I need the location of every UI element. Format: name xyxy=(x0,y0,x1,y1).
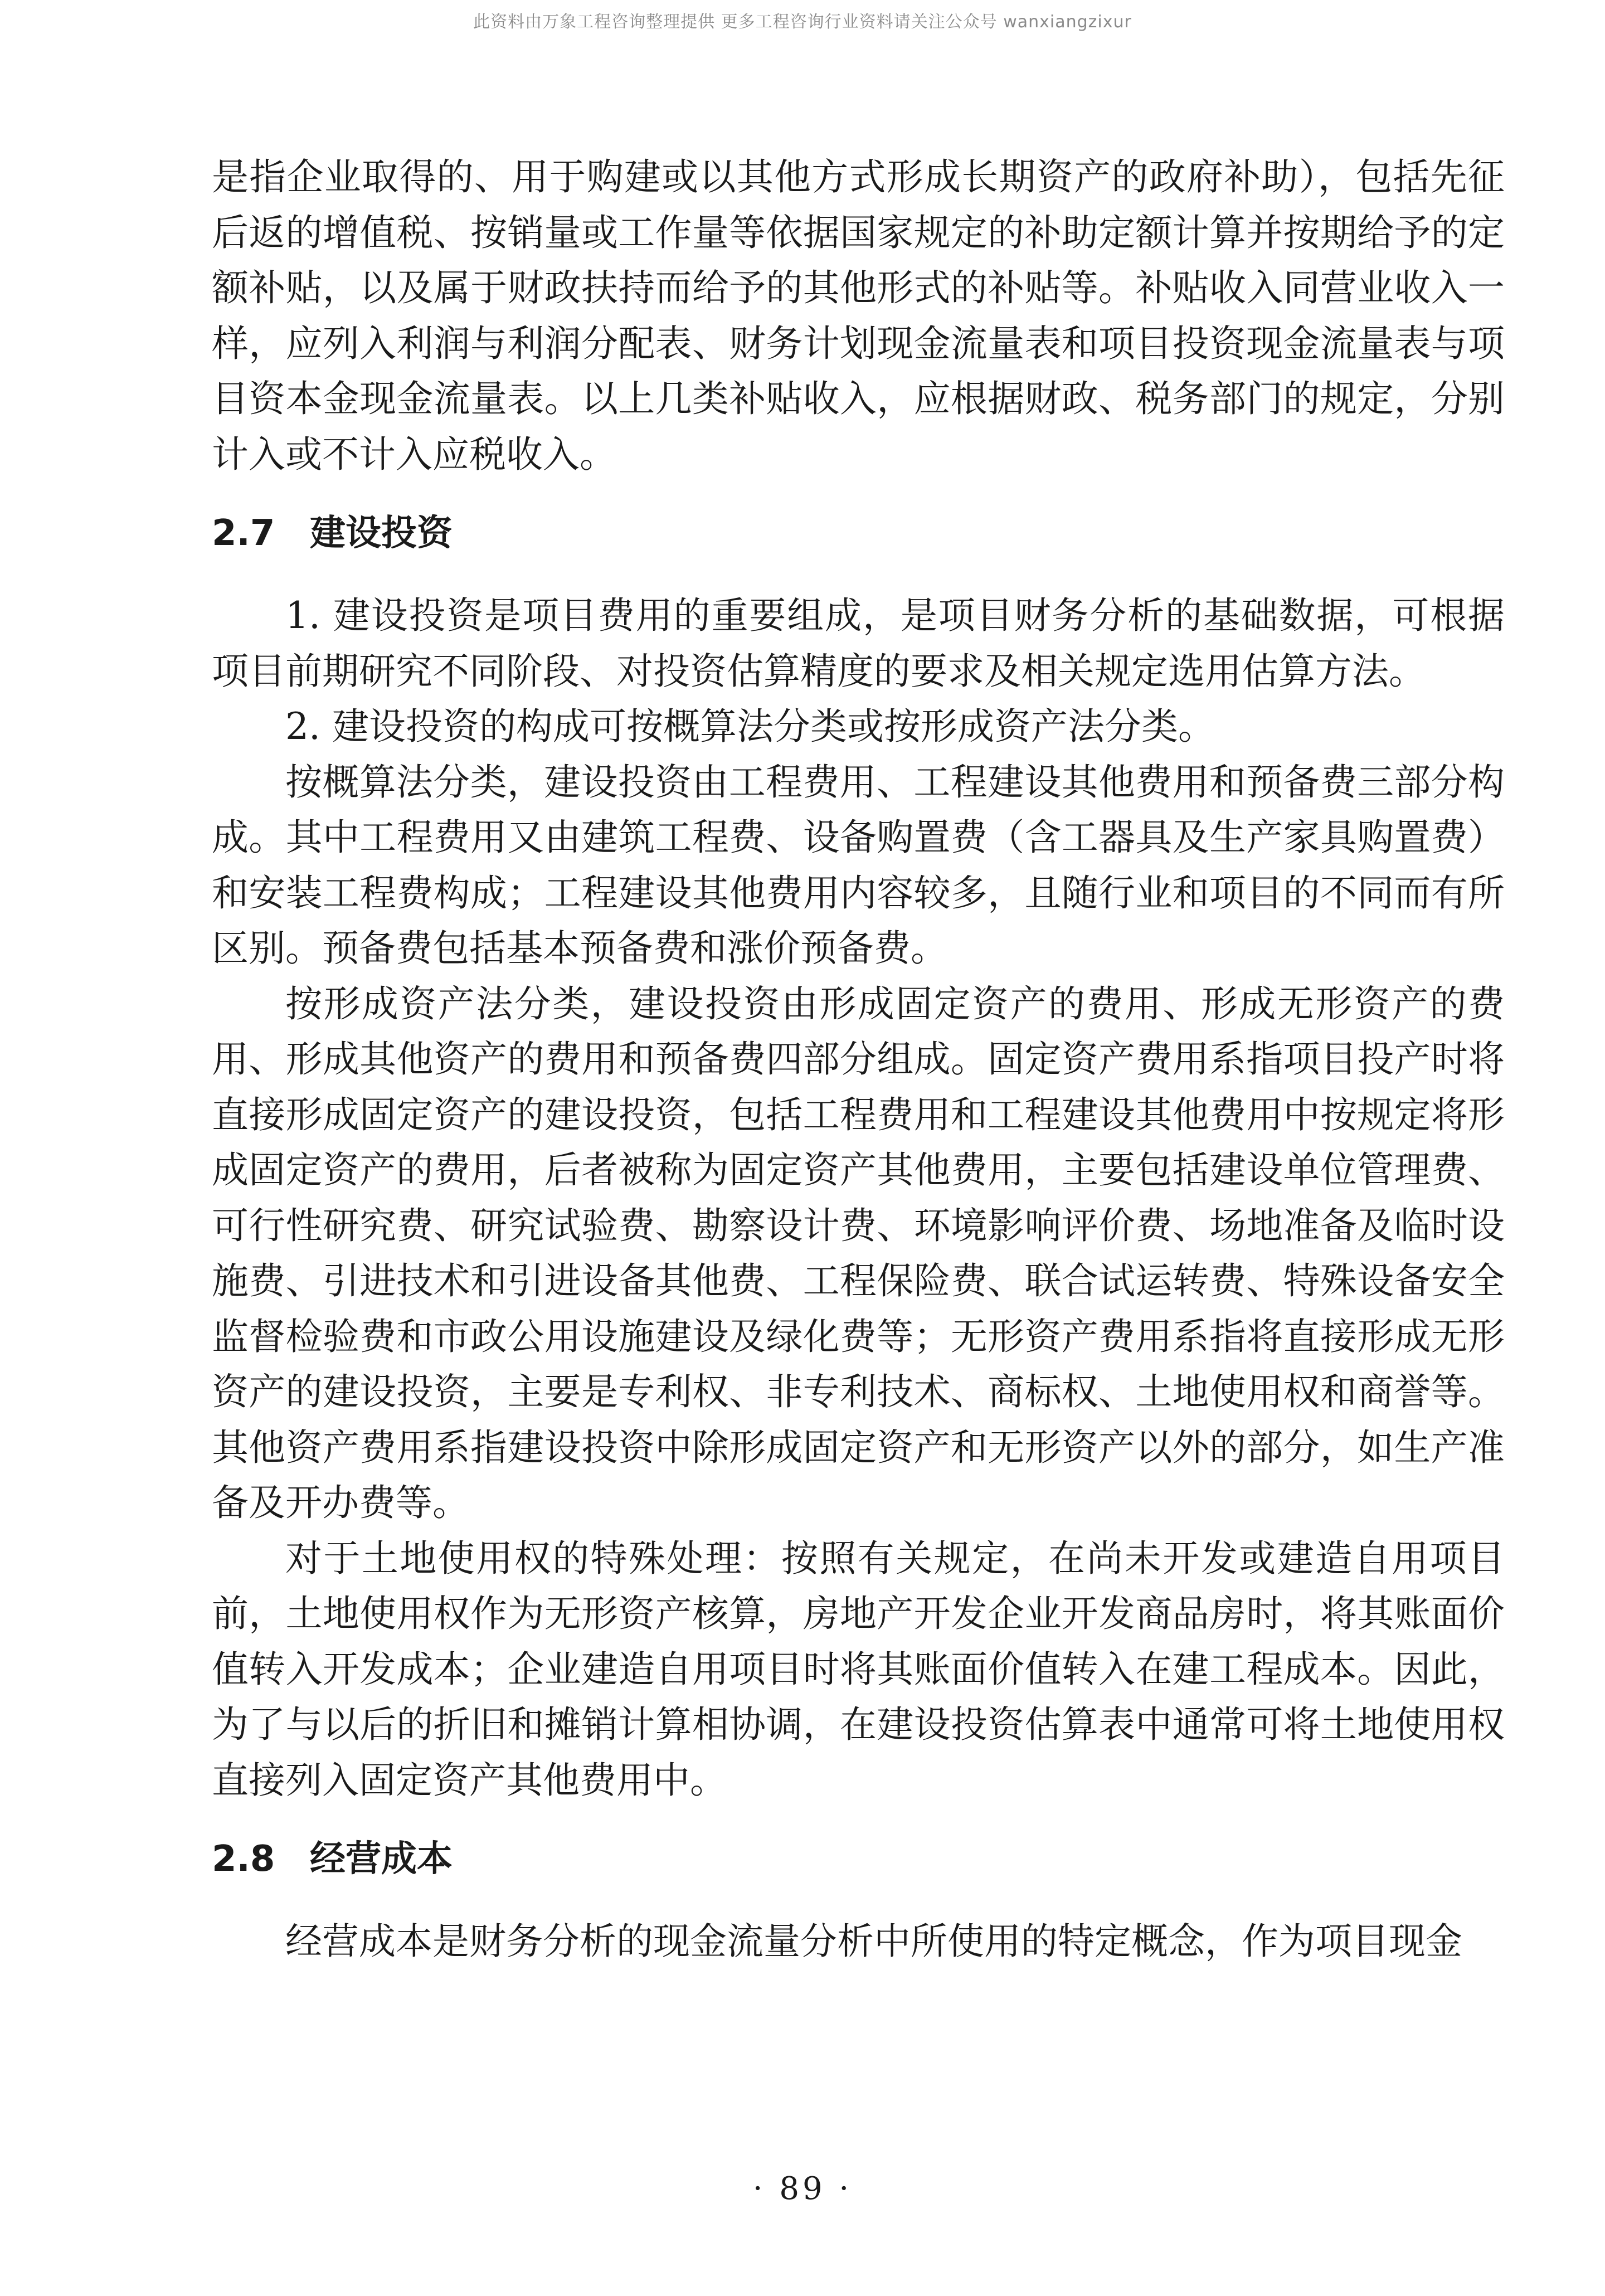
paragraph-land-use-right: 对于土地使用权的特殊处理：按照有关规定，在尚未开发或建造自用项目前，土地使用权作为无形资产核算，房地产开发企业开发商品房时，将其账面价值转入开发成本；企业建造自用项目时将其账面价值转入在建工程成本。因此，为了与以后的折旧和摊销计算相协调，在建设投资估算表中通常可将土地使用权直接列入固定资产其他费用中。 xyxy=(212,1536,1505,1802)
section-title: 建设投资 xyxy=(310,513,453,554)
page-content xyxy=(212,149,1505,1969)
section-heading-2-8 xyxy=(212,1831,1505,1887)
section-number: 2.8 xyxy=(212,1838,275,1880)
section-heading-2-7 xyxy=(212,505,1505,561)
paragraph-operating-cost: 经营成本是财务分析的现金流量分析中所使用的特定概念，作为项目现金 xyxy=(285,1920,1462,1963)
paragraph-budget-method: 按概算法分类，建设投资由工程费用、工程建设其他费用和预备费三部分构成。其中工程费用又由建筑工程费、设备购置费（含工器具及生产家具购置费）和安装工程费构成；工程建设其他费用内容较多，且随行业和项目的不同而有所区别。预备费包括基本预备费和涨价预备费。 xyxy=(212,760,1505,970)
page-number: · 89 · xyxy=(752,2171,853,2207)
paragraph-construction-investment-2: 2. 建设投资的构成可按概算法分类或按形成资产法分类。 xyxy=(285,705,1215,748)
section-title: 经营成本 xyxy=(310,1838,453,1880)
paragraph-asset-method: 按形成资产法分类，建设投资由形成固定资产的费用、形成无形资产的费用、形成其他资产的费用和预备费四部分组成。固定资产费用系指项目投产时将直接形成固定资产的建设投资，包括工程费用和工程建设其他费用中按规定将形成固定资产的费用，后者被称为固定资产其他费用，主要包括建设单位管理费、可行性研究费、研究试验费、勘察设计费、环境影响评价费、场地准备及临时设施费、引进技术和引进设备其他费、工程保险费、联合试运转费、特殊设备安全监督检验费和市政公用设施建设及绿化费等；无形资产费用系指将直接形成无形资产的建设投资，主要是专利权、非专利技术、商标权、土地使用权和商誉等。其他资产费用系指建设投资中除形成固定资产和无形资产以外的部分，如生产准备及开办费等。 xyxy=(212,982,1505,1524)
header-watermark: 此资料由万象工程咨询整理提供 更多工程咨询行业资料请关注公众号 wanxiangzixur xyxy=(473,12,1132,32)
section-number: 2.7 xyxy=(212,513,275,554)
paragraph-construction-investment-1: 1. 建设投资是项目费用的重要组成，是项目财务分析的基础数据，可根据项目前期研究不同阶段、对投资估算精度的要求及相关规定选用估算方法。 xyxy=(212,594,1505,693)
intro-paragraph: 是指企业取得的、用于购建或以其他方式形成长期资产的政府补助），包括先征后返的增值税、按销量或工作量等依据国家规定的补助定额计算并按期给予的定额补贴，以及属于财政扶持而给予的其他形式的补贴等。补贴收入同营业收入一样，应列入利润与利润分配表、财务计划现金流量表和项目投资现金流量表与项目资本金现金流量表。以上几类补贴收入，应根据财政、税务部门的规定，分别计入或不计入应税收入。 xyxy=(212,155,1505,476)
